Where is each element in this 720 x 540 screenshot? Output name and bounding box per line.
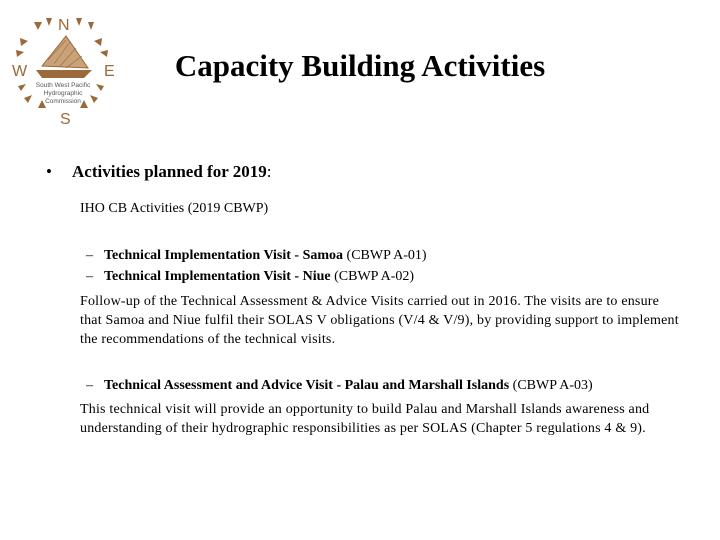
list-item-samoa [86,246,427,265]
dash-marker: – [86,269,93,284]
item-title: Technical Implementation Visit - Samoa [104,248,344,263]
bullet-suffix: : [266,162,272,181]
logo-line-1: South West Pacific [35,82,91,89]
logo-line-3: Commission [45,98,81,105]
item-code: (CBWP A-03) [509,378,593,393]
paragraph-technical-visit: This technical visit will provide an opportunity to build Palau and Marshall Islands awareness and understanding of their hydrographic responsibilities as per SOLAS (Chapter 5 regulations 4 & 9). [80,402,650,436]
swphc-logo [4,8,122,126]
cb-heading: IHO CB Activities (2019 CBWP) [80,201,269,216]
bullet-label: Activities planned for 2019 [72,162,267,181]
item-code: (CBWP A-02) [330,269,415,284]
bullet-activities [46,162,271,182]
logo-letter-n: N [58,17,70,34]
paragraph-follow-up: Follow-up of the Technical Assessment & Advice Visits carried out in 2016. The visits are to ensure that Samoa and Niue fulfil their SOLAS V obligations (V/4 & V/9), by providing support to implement the recommendations of the technical visits. [80,294,679,347]
list-item-palau-marshall [86,376,593,395]
list-item-niue [86,267,414,286]
item-code: (CBWP A-01) [343,248,427,263]
logo-letter-w: W [12,63,28,80]
item-title: Technical Assessment and Advice Visit - Palau and Marshall Islands [104,378,510,393]
dash-marker: – [86,378,93,393]
slide-title: Capacity Building Activities [174,48,546,83]
logo-letter-s: S [60,111,71,126]
logo-line-2: Hydrographic [43,90,83,97]
bullet-symbol: • [46,162,52,181]
item-title: Technical Implementation Visit - Niue [104,269,331,284]
dash-marker: – [86,248,93,263]
logo-letter-e: E [104,63,115,80]
